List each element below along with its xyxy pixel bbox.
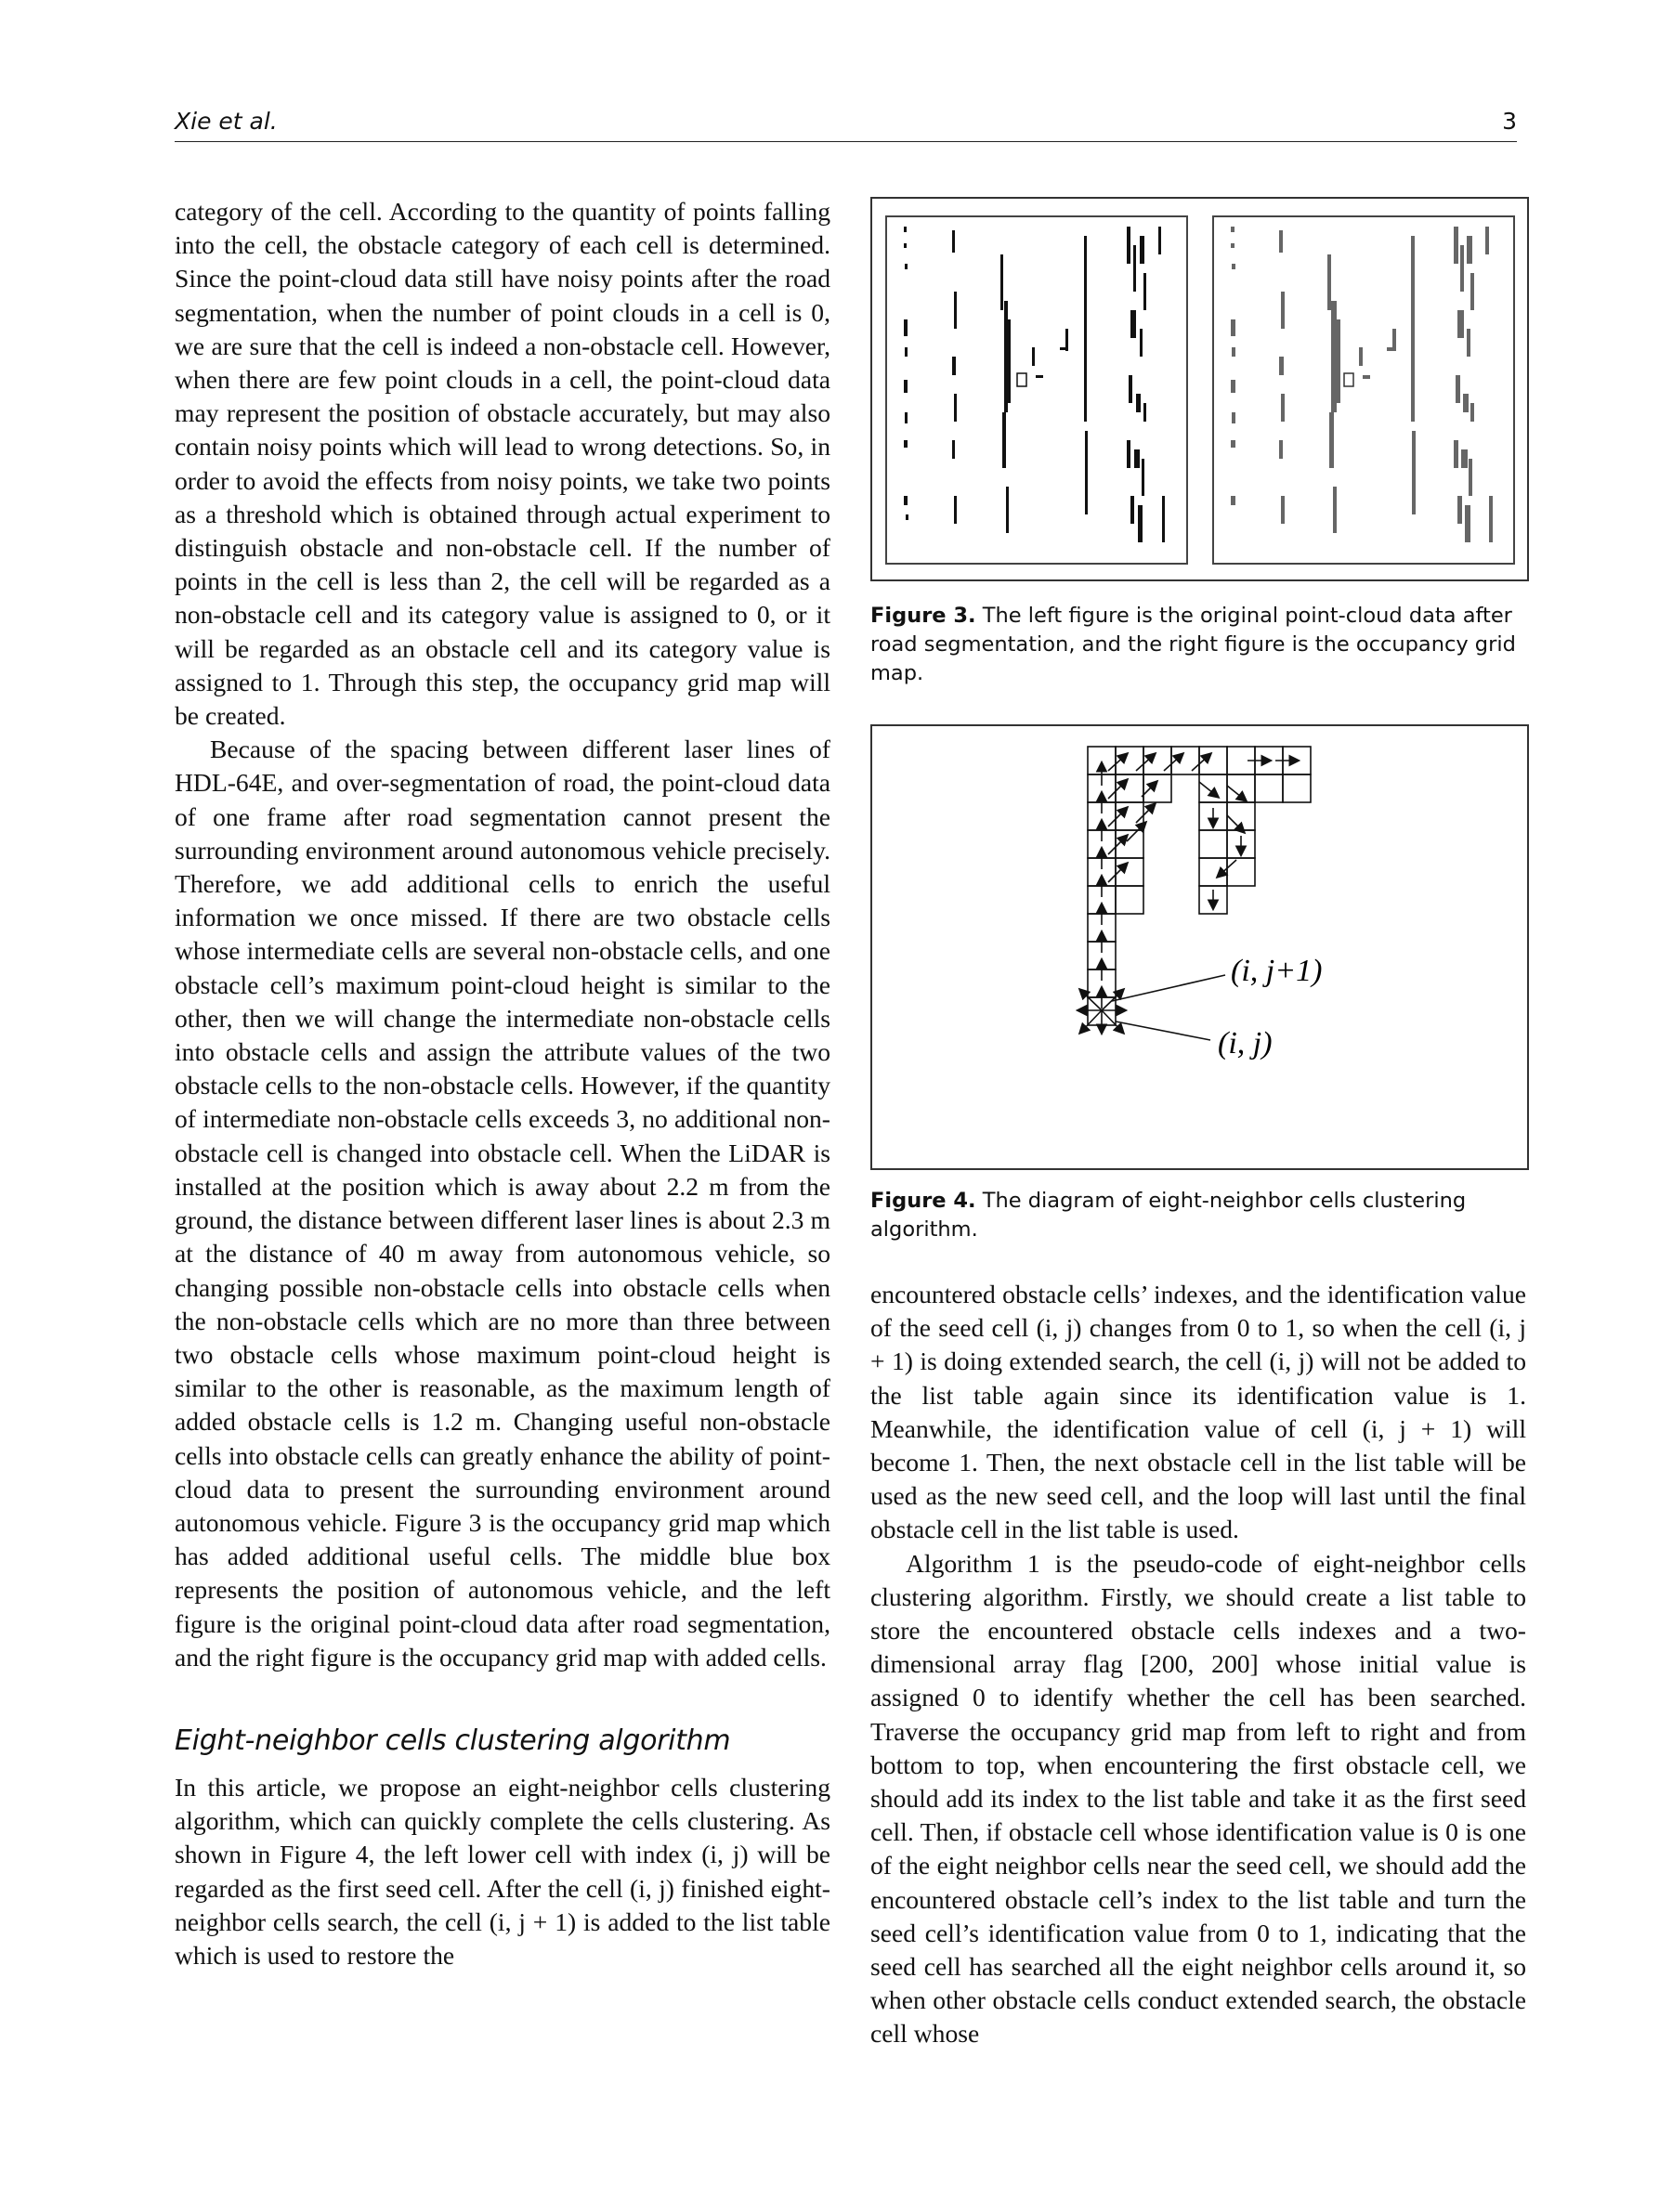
figure-3 xyxy=(870,197,1529,581)
figure-4-caption xyxy=(870,1187,1525,1244)
right-paragraph-1: encountered obstacle cells’ indexes, and the identification value of the seed cell (i, j) changes from 0 to 1, so when the cell (i, j + 1) is doing extended search, the cell (i, j) will not be added to the list table again since its identification value is 1. Meanwhile, the identification value of cell (i, j + 1) will become 1. Then, the next obstacle cell in the list table will be used as the new seed cell, and the loop will last until the final obstacle cell in the list table is used. xyxy=(870,1280,1526,1544)
section-heading: Eight-neighbor cells clustering algorithm xyxy=(175,1724,731,1757)
figure-3-caption-text: The left figure is the original point-cloud data after road segmentation, and the right figure is the occupancy grid map. xyxy=(870,604,1516,685)
occupancy-grid-panel xyxy=(1212,215,1515,565)
right-paragraph-2: Algorithm 1 is the pseudo-code of eight-neighbor cells clustering algorithm. Firstly, we should create a list table to store the encountered obstacle cells indexes and a two-dimensional array flag [200, 200] whose initial value is assigned 0 to identify whether the cell has been searched. Traverse the occupancy grid map from left to right and from bottom to top, when encountering the first obstacle cell, we should add its index to the list table and take it as the first seed cell. Then, if obstacle cell whose identification value is 0 is one of the eight neighbor cells near the seed cell, we should add the encountered obstacle cell’s index to the list table and turn the seed cell’s identification value from 0 to 1, indicating that the seed cell has searched all the eight neighbor cells around it, so when other obstacle cells conduct extended search, the obstacle cell whose xyxy=(870,1548,1526,2049)
point-cloud-panel xyxy=(885,215,1188,565)
figure-3-label: Figure 3. xyxy=(870,604,976,628)
running-header-authors: Xie et al. xyxy=(175,108,278,135)
eight-neighbor-diagram xyxy=(872,726,1527,1168)
right-column xyxy=(870,1278,1526,2051)
point-cloud-image xyxy=(887,217,1186,563)
left-column xyxy=(175,195,830,1972)
occupancy-grid-image xyxy=(1214,217,1513,563)
figure-4-label: Figure 4. xyxy=(870,1189,976,1213)
label-seed-cell: (i, j) xyxy=(1218,1026,1273,1060)
figure-4-caption-text: The diagram of eight-neighbor cells clustering algorithm. xyxy=(870,1189,1467,1242)
figure-3-caption xyxy=(870,602,1525,688)
header-rule xyxy=(175,141,1517,142)
page-number: 3 xyxy=(1502,108,1517,135)
section-paragraph: In this article, we propose an eight-neighbor cells clustering algorithm, which can quickly complete the cells clustering. As shown in Figure 4, the left lower cell with index (i, j) will be regarded as the first seed cell. After the cell (i, j) finished eight-neighbor cells search, the cell (i, j + 1) is added to the list table which is used to restore the xyxy=(175,1772,830,1970)
label-upper-cell: (i, j+1) xyxy=(1231,954,1323,988)
figure-4 xyxy=(870,724,1529,1170)
paragraph-2: Because of the spacing between different laser lines of HDL-64E, and over-segmentation of road, the point-cloud data of one frame after road segmentation cannot present the surrounding environment around autonomous vehicle precisely. Therefore, we add additional cells to enrich the useful information we once missed. If there are two obstacle cells whose intermediate cells are several non-obstacle cells, and one obstacle cell’s maximum point-cloud height is similar to the other, then we will change the intermediate non-obstacle cells into obstacle cells and assign the attribute values of the two obstacle cells to the non-obstacle cells. However, if the quantity of intermediate non-obstacle cells exceeds 3, no additional non-obstacle cell is changed into obstacle cell. When the LiDAR is installed at the position which is away about 2.2 m from the ground, the distance between different laser lines is about 2.3 m at the distance of 40 m away from autonomous vehicle, so changing possible non-obstacle cells into obstacle cells when the non-obstacle cells which are no more than three between two obstacle cells whose maximum point-cloud height is similar to the other is reasonable, as the maximum length of added obstacle cells is 1.2 m. Changing useful non-obstacle cells into obstacle cells can greatly enhance the ability of point-cloud data to present the surrounding environment around autonomous vehicle. Figure 3 is the occupancy grid map which has added additional useful cells. The middle blue box represents the position of autonomous vehicle, and the left figure is the original point-cloud data after road segmentation, and the right figure is the occupancy grid map with added cells. xyxy=(175,735,830,1672)
paragraph-1: category of the cell. According to the quantity of points falling into the cell, the obstacle category of each cell is determined. Since the point-cloud data still have noisy points after the road segmentation, when the number of point clouds in a cell is 0, we are sure that the cell is indeed a non-obstacle cell. However, when there are few point clouds in a cell, the point-cloud data may represent the position of obstacle accurately, but may also contain noisy points which will lead to wrong detections. So, in order to avoid the effects from noisy points, we take two points as a threshold which is obtained through actual experiment to distinguish obstacle and non-obstacle cell. If the number of points in the cell is less than 2, the cell will be regarded as a non-obstacle cell and its category value is assigned to 0, or it will be regarded as an obstacle cell and its category value is assigned to 1. Through this step, the occupancy grid map will be created. xyxy=(175,197,830,731)
